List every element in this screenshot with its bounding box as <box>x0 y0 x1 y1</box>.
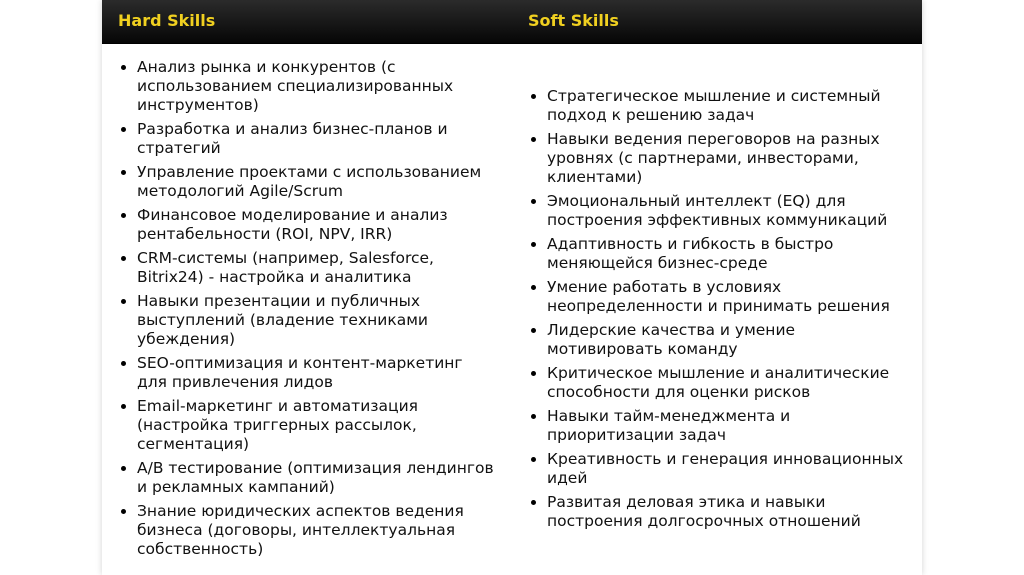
list-item: Эмоциональный интеллект (EQ) для построения эффективных коммуникаций <box>547 192 906 230</box>
table-body <box>102 44 922 564</box>
list-item: Креативность и генерация инновационных идей <box>547 450 906 488</box>
list-item: Управление проектами с использованием методологий Agile/Scrum <box>137 163 496 201</box>
hard-skills-heading: Hard Skills <box>118 11 216 30</box>
list-item: A/B тестирование (оптимизация лендингов и рекламных кампаний) <box>137 459 496 497</box>
list-item: Развитая деловая этика и навыки построения долгосрочных отношений <box>547 493 906 531</box>
list-item: Навыки презентации и публичных выступлений (владение техниками убеждения) <box>137 292 496 349</box>
list-item: Стратегическое мышление и системный подход к решению задач <box>547 87 906 125</box>
list-item: Адаптивность и гибкость в быстро меняющейся бизнес-среде <box>547 235 906 273</box>
skills-table <box>102 0 922 575</box>
list-item: SEO-оптимизация и контент-маркетинг для привлечения лидов <box>137 354 496 392</box>
list-item: Разработка и анализ бизнес-планов и стратегий <box>137 120 496 158</box>
hard-skills-column <box>102 44 512 564</box>
list-item: Критическое мышление и аналитические способности для оценки рисков <box>547 364 906 402</box>
table-header <box>102 0 922 44</box>
list-item: CRM-системы (например, Salesforce, Bitrix24) - настройка и аналитика <box>137 249 496 287</box>
list-item: Знание юридических аспектов ведения бизнеса (договоры, интеллектуальная собственность) <box>137 502 496 559</box>
soft-skills-list <box>528 87 906 531</box>
list-item: Email-маркетинг и автоматизация (настройка триггерных рассылок, сегментация) <box>137 397 496 454</box>
soft-skills-heading: Soft Skills <box>528 11 619 30</box>
hard-skills-list <box>118 58 496 559</box>
list-item: Финансовое моделирование и анализ рентабельности (ROI, NPV, IRR) <box>137 206 496 244</box>
list-item: Навыки тайм-менеджмента и приоритизации задач <box>547 407 906 445</box>
soft-skills-column <box>512 44 922 564</box>
list-item: Лидерские качества и умение мотивировать команду <box>547 321 906 359</box>
list-item: Анализ рынка и конкурентов (с использованием специализированных инструментов) <box>137 58 496 115</box>
list-item: Навыки ведения переговоров на разных уровнях (с партнерами, инвесторами, клиентами) <box>547 130 906 187</box>
list-item: Умение работать в условиях неопределенности и принимать решения <box>547 278 906 316</box>
